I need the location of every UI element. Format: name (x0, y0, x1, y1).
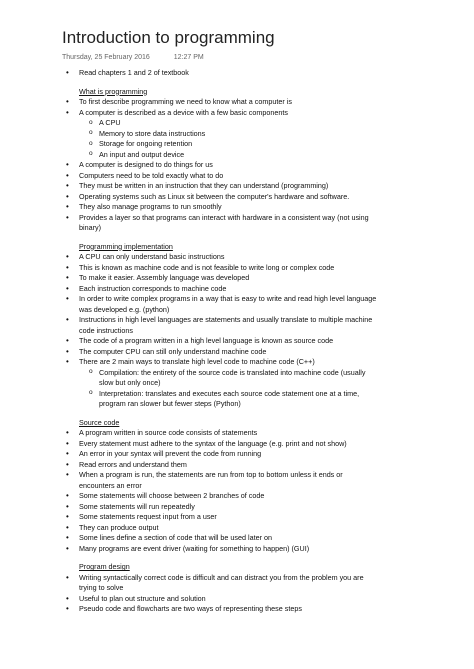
note-body (0, 68, 474, 615)
bullet-item: • Computers need to be told exactly what to do (0, 171, 474, 182)
bullet-item: • They also manage programs to run smoothly (0, 202, 474, 213)
sub-bullet-item: o Interpretation: translates and executes each source code statement one at a time, (0, 389, 474, 400)
bullet-item: • The computer CPU can still only understand machine code (0, 347, 474, 358)
bullet-item: • To first describe programming we need to know what a computer is (0, 97, 474, 108)
bullet-item: • Useful to plan out structure and solution (0, 594, 474, 605)
bullet-item: • Some lines define a section of code that will be used later on (0, 533, 474, 544)
bullet-continuation: encounters an error (79, 480, 142, 490)
blank-line (0, 410, 474, 418)
section-heading: What is programming (79, 86, 148, 96)
note-time: 12:27 PM (173, 54, 204, 61)
bullet-continuation: binary) (79, 223, 101, 232)
bullet-item: • A program written in source code consists of statements (0, 428, 474, 439)
bullet-item: • There are 2 main ways to translate high level code to machine code (C++) (0, 357, 474, 368)
page-title: Introduction to programming (62, 28, 275, 47)
bullet-item: • When a program is run, the statements are run from top to bottom unless it ends or (0, 470, 474, 481)
bullet-item: • Read errors and understand them (0, 460, 474, 471)
note-date: Thursday, 25 February 2016 (62, 54, 150, 61)
bullet-item: • This is known as machine code and is not feasible to write long or complex code (0, 263, 474, 274)
bullet-item: • Read chapters 1 and 2 of textbook (0, 68, 474, 79)
sub-bullet-item: o Storage for ongoing retention (0, 139, 474, 150)
bullet-continuation: code instructions (79, 325, 133, 335)
bullet-item: • Operating systems such as Linux sit between the computer's hardware and software. (0, 192, 474, 203)
note-metadata (62, 54, 204, 61)
bullet-item: • Provides a layer so that programs can interact with hardware in a consistent way (not using (0, 213, 474, 224)
sub-bullet-item: o Memory to store data instructions (0, 129, 474, 140)
sub-bullet-item: o An input and output device (0, 150, 474, 161)
sub-bullet-item: o Compilation: the entirety of the source code is translated into machine code (usually (0, 368, 474, 379)
bullet-item: • A computer is designed to do things for us (0, 160, 474, 171)
bullet-item: • To make it easier. Assembly language was developed (0, 273, 474, 284)
blank-line (0, 79, 474, 87)
bullet-item: • Every statement must adhere to the syntax of the language (e.g. print and not show) (0, 439, 474, 450)
sub-bullet-continuation: slow but only once) (99, 378, 161, 387)
bullet-item: • Writing syntactically correct code is difficult and can distract you from the problem you are (0, 573, 474, 584)
bullet-item: • Some statements will choose between 2 branches of code (0, 491, 474, 502)
bullet-item: • Instructions in high level languages are statements and usually translate to multiple machine (0, 315, 474, 326)
bullet-item: • They must be written in an instruction that they can understand (programming) (0, 181, 474, 192)
bullet-item: • Each instruction corresponds to machine code (0, 284, 474, 295)
bullet-item: • The code of a program written in a high level language is known as source code (0, 336, 474, 347)
section-heading: Programming implementation (79, 241, 173, 251)
bullet-item: • An error in your syntax will prevent the code from running (0, 449, 474, 460)
bullet-item: • In order to write complex programs in a way that is easy to write and read high level language (0, 294, 474, 305)
section-heading: Program design (79, 562, 130, 571)
sub-bullet-item: o A CPU (0, 118, 474, 129)
bullet-item: • A computer is described as a device with a few basic components (0, 108, 474, 119)
bullet-continuation: was developed e.g. (python) (79, 304, 170, 314)
section-heading: Source code (79, 417, 120, 427)
bullet-item: • They can produce output (0, 523, 474, 534)
blank-line (0, 234, 474, 242)
blank-line (0, 554, 474, 562)
sub-bullet-continuation: program ran slower but fewer steps (Python) (99, 399, 241, 408)
bullet-item: • Pseudo code and flowcharts are two ways of representing these steps (0, 604, 474, 615)
bullet-item: • A CPU can only understand basic instructions (0, 252, 474, 263)
bullet-item: • Many programs are event driver (waiting for something to happen) (GUI) (0, 544, 474, 555)
bullet-item: • Some statements will run repeatedly (0, 502, 474, 513)
bullet-item: • Some statements request input from a user (0, 512, 474, 523)
bullet-continuation: trying to solve (79, 583, 124, 592)
